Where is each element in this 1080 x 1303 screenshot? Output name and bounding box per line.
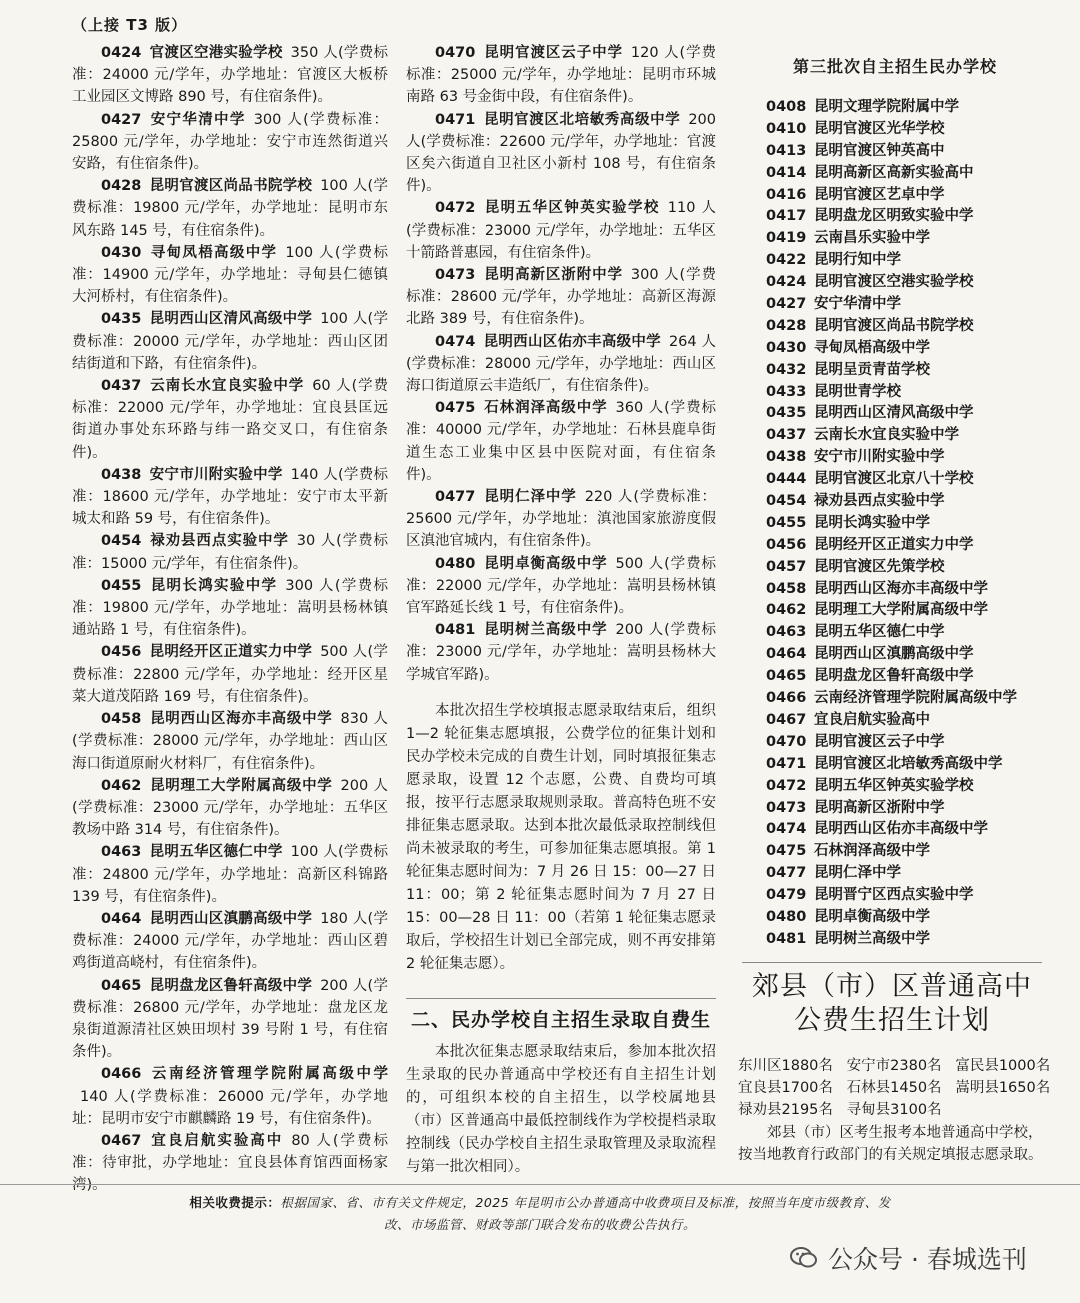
school-name: 昆明仁泽中学 [814, 865, 901, 882]
school-name: 昆明盘龙区明致实验中学 [814, 208, 974, 225]
school-entry [72, 109, 388, 176]
entry-code: 0463 [101, 844, 142, 861]
school-code: 0456 [766, 536, 807, 553]
school-list-item [766, 491, 1054, 513]
entry-code: 0475 [435, 400, 476, 417]
entry-quota: 360 人 [615, 400, 665, 417]
school-list-item [766, 819, 1054, 841]
entry-name: 昆明西山区滇鹏高级中学 [149, 910, 313, 927]
entry-code: 0473 [435, 267, 476, 284]
school-entry [406, 42, 716, 109]
entry-code: 0428 [101, 178, 142, 195]
school-list-item [766, 163, 1054, 185]
school-list-item [766, 513, 1054, 535]
entry-detail: (学费标准：28600 元/学年，办学地址：高新区海源北路 389 号，有住宿条件)。 [406, 267, 716, 328]
entry-detail: (学费标准：22600 元/学年，办学地址：官渡区矣六街道自卫社区小新村 108 号，有住宿条件)。 [406, 133, 717, 195]
entry-detail: (学费标准：19800 元/学年，办学地址：昆明市东风东路 145 号，有住宿条件)。 [72, 178, 388, 239]
entry-code: 0474 [435, 333, 476, 350]
entry-quota: 110 人 [667, 200, 716, 217]
entry-code: 0470 [435, 45, 476, 61]
school-code: 0474 [766, 821, 807, 838]
county-quota: 寻甸县3100名 [846, 1102, 942, 1118]
entry-quota: 220 人 [584, 489, 634, 506]
school-name: 昆明官渡区云子中学 [814, 733, 945, 750]
entry-detail: (学费标准：14900 元/学年，办学地址：寻甸县仁德镇大河桥村，有住宿条件)。 [72, 244, 388, 306]
entry-detail: (学费标准：22000 元/学年，办学地址：宜良县匡远街道办事处东环路与纬一路交叉口，有住宿条件)。 [72, 378, 389, 461]
school-name: 昆明官渡区北京八十学校 [814, 471, 974, 488]
county-quota-grid [738, 1055, 1054, 1121]
school-entry [72, 175, 388, 242]
school-name: 昆明五华区钟英实验学校 [814, 777, 974, 794]
school-name: 昆明行知中学 [814, 252, 901, 269]
school-name: 昆明呈贡青苗学校 [814, 361, 930, 378]
school-list-item [766, 360, 1054, 382]
school-list-item [766, 141, 1054, 163]
entry-name: 昆明高新区浙附中学 [483, 267, 623, 284]
public-plan-title-line1: 郊县（市）区普通高中 [752, 971, 1032, 1002]
entry-name: 昆明官渡区云子中学 [483, 45, 623, 61]
school-name: 昆明官渡区钟英高中 [814, 142, 945, 159]
entry-detail: (学费标准：23000 元/学年，办学地址：嵩明县杨林大学城官军路)。 [406, 622, 716, 683]
school-name: 昆明长鸿实验中学 [814, 514, 930, 531]
school-code: 0465 [766, 668, 807, 685]
entry-code: 0427 [101, 111, 142, 128]
school-code: 0470 [766, 733, 807, 750]
school-name: 昆明盘龙区鲁轩高级中学 [814, 668, 974, 685]
entry-quota: 30 人 [296, 533, 337, 550]
school-entry [72, 841, 388, 908]
county-quota: 嵩明县1650名 [955, 1080, 1051, 1096]
school-entry [406, 331, 716, 398]
entry-name: 昆明西山区海亦丰高级中学 [149, 711, 333, 728]
school-entry [72, 530, 388, 574]
entry-name: 寻甸凤梧高级中学 [149, 244, 278, 261]
school-code: 0435 [766, 405, 807, 422]
school-list-item [766, 294, 1054, 316]
entry-detail: (学费标准：22000 元/学年，办学地址：嵩明县杨林镇官军路延长线 1 号，有住宿条件)。 [406, 555, 716, 617]
school-entry [72, 242, 388, 309]
entry-code: 0424 [101, 45, 142, 61]
entry-code: 0437 [101, 378, 142, 395]
school-code: 0477 [766, 865, 807, 882]
school-code: 0463 [766, 624, 807, 641]
school-list-item [766, 929, 1054, 951]
school-name: 寻甸凤梧高级中学 [814, 339, 930, 356]
school-entry [72, 775, 388, 842]
school-code: 0430 [766, 339, 807, 356]
entry-detail: (学费标准：25000 元/学年，办学地址：昆明市环城南路 63 号金街中段，有住宿条件)。 [406, 45, 716, 106]
school-name: 云南昌乐实验中学 [814, 230, 930, 247]
school-name: 昆明官渡区尚品书院学校 [814, 317, 974, 334]
school-name: 昆明晋宁区西点实验中学 [814, 887, 974, 904]
school-code: 0455 [766, 514, 807, 531]
entry-code: 0462 [101, 777, 142, 794]
school-code: 0466 [766, 690, 807, 707]
entry-detail: (学费标准：19800 元/学年，办学地址：嵩明县杨林镇通站路 1 号，有住宿条件)。 [72, 577, 388, 639]
public-plan-note: 郊县（市）区考生报考本地普通高中学校，按当地教育行政部门的有关规定填报志愿录取。 [738, 1125, 1043, 1163]
school-name: 安宁市川附实验中学 [814, 449, 945, 466]
school-entry [406, 109, 716, 198]
entry-name: 安宁市川附实验中学 [149, 466, 283, 483]
entry-name: 昆明卓衡高级中学 [483, 555, 608, 572]
school-code: 0424 [766, 274, 807, 291]
entry-name: 昆明仁泽中学 [483, 489, 577, 506]
entry-code: 0458 [101, 711, 142, 728]
entry-detail: (学费标准：15000 元/学年，有住宿条件)。 [72, 533, 388, 572]
school-entry [406, 197, 716, 264]
entry-code: 0471 [435, 111, 476, 128]
entry-name: 昆明长鸿实验中学 [149, 577, 278, 594]
entry-name: 禄劝县西点实验中学 [149, 533, 289, 550]
school-list-item [766, 469, 1054, 491]
entry-quota: 120 人 [630, 45, 680, 61]
entry-detail: (学费标准：24800 元/学年，办学地址：高新区科锦路 139 号，有住宿条件)。 [72, 844, 388, 905]
school-list-item [766, 710, 1054, 732]
school-code: 0427 [766, 296, 807, 313]
school-list-item [766, 688, 1054, 710]
entry-quota: 100 人 [285, 244, 335, 261]
entry-name: 昆明五华区钟英实验学校 [483, 200, 660, 217]
school-code: 0454 [766, 493, 807, 510]
school-list-item [766, 557, 1054, 579]
entry-name: 宜良启航实验高中 [149, 1132, 284, 1149]
entry-quota: 830 人 [340, 711, 388, 728]
school-list-item [766, 185, 1054, 207]
school-entry [406, 619, 716, 686]
entry-name: 官渡区空港实验学校 [149, 45, 283, 61]
school-list-item [766, 447, 1054, 469]
entry-code: 0472 [435, 200, 476, 217]
school-code: 0433 [766, 383, 807, 400]
school-list-item [766, 316, 1054, 338]
entry-code: 0477 [435, 489, 476, 506]
school-list-item [766, 666, 1054, 688]
school-code: 0473 [766, 799, 807, 816]
school-list-item [766, 798, 1054, 820]
entry-detail: (学费标准：23000 元/学年，办学地址：五华区十箭路普惠园，有住宿条件)。 [406, 222, 716, 261]
school-list-item [766, 732, 1054, 754]
wechat-watermark [790, 1240, 1027, 1276]
school-code: 0413 [766, 142, 807, 159]
school-list-item [766, 206, 1054, 228]
entry-quota: 60 人 [312, 378, 352, 395]
middle-column [406, 42, 716, 1179]
entry-detail: (学费标准：20000 元/学年，办学地址：西山区团结街道和下路，有住宿条件)。 [72, 311, 388, 372]
fee-notice [180, 1192, 900, 1236]
entry-quota: 200 人 [615, 622, 665, 639]
school-entry [72, 1063, 388, 1130]
school-code: 0408 [766, 99, 807, 115]
school-name: 昆明官渡区空港实验学校 [814, 274, 974, 291]
school-name: 昆明世青学校 [814, 383, 901, 400]
left-entry-list [72, 42, 388, 1197]
school-code: 0457 [766, 558, 807, 575]
school-name: 昆明西山区滇鹏高级中学 [814, 646, 974, 663]
wechat-logo-icon [790, 1246, 818, 1270]
school-list-item [766, 425, 1054, 447]
school-entry [72, 375, 388, 464]
entry-quota: 350 人 [290, 45, 338, 61]
entry-quota: 100 人 [320, 178, 368, 195]
entry-quota: 140 人 [290, 466, 338, 483]
entry-detail: (学费标准：23000 元/学年，办学地址：五华区教场中路 314 号，有住宿条件)。 [72, 799, 388, 839]
public-plan-title-line2: 公费生招生计划 [794, 1005, 990, 1036]
school-name: 昆明官渡区艺卓中学 [814, 186, 945, 203]
public-plan-title [742, 970, 1042, 1038]
school-code: 0414 [766, 164, 807, 181]
entry-name: 昆明官渡区北培敏秀高级中学 [483, 111, 681, 128]
school-list-item [766, 754, 1054, 776]
school-list-item [766, 863, 1054, 885]
school-code: 0481 [766, 930, 807, 947]
entry-quota: 100 人 [320, 311, 368, 328]
entry-detail: (学费标准：待审批，办学地址：宜良县体育馆西面杨家湾)。 [72, 1132, 388, 1194]
entry-name: 昆明经开区正道实力中学 [149, 644, 313, 661]
school-list-item [766, 338, 1054, 360]
entry-name: 昆明盘龙区鲁轩高级中学 [149, 977, 313, 994]
school-code: 0467 [766, 711, 807, 728]
school-name: 禄劝县西点实验中学 [814, 493, 945, 510]
school-entry [72, 908, 388, 975]
school-list-item [766, 403, 1054, 425]
school-entry [406, 397, 716, 486]
entry-code: 0435 [101, 311, 142, 328]
entry-code: 0430 [101, 244, 142, 261]
entry-name: 昆明西山区清风高级中学 [149, 311, 313, 328]
entry-code: 0481 [435, 622, 476, 639]
county-quota: 富民县1000名 [955, 1058, 1051, 1074]
entry-detail: (学费标准：28000 元/学年，办学地址：西山区海口街道原耐火材料厂，有住宿条件)。 [72, 733, 388, 772]
school-code: 0417 [766, 208, 807, 225]
school-name: 昆明官渡区北培敏秀高级中学 [814, 755, 1003, 772]
school-list-item [766, 622, 1054, 644]
entry-code: 0465 [101, 977, 142, 994]
school-entry [406, 486, 716, 553]
school-name: 云南经济管理学院附属高级中学 [814, 690, 1017, 707]
entry-quota: 180 人 [320, 910, 368, 927]
school-list-item [766, 250, 1054, 272]
school-entry [72, 1130, 388, 1197]
entry-code: 0456 [101, 644, 142, 661]
entry-detail: (学费标准：22800 元/学年，办学地址：经开区星菜大道茂陌路 169 号，有住宿条件)。 [72, 644, 388, 705]
school-list-item [766, 382, 1054, 404]
entry-detail: (学费标准：24000 元/学年，办学地址：西山区碧鸡街道高峣村，有住宿条件)。 [72, 910, 388, 972]
school-code: 0444 [766, 471, 807, 488]
entry-code: 0438 [101, 466, 142, 483]
school-list-item [766, 907, 1054, 929]
school-list-item [766, 535, 1054, 557]
entry-quota: 300 人 [253, 111, 304, 128]
school-list-item [766, 644, 1054, 666]
school-code: 0472 [766, 777, 807, 794]
entry-quota: 200 人 [406, 111, 716, 150]
entry-name: 云南经济管理学院附属高级中学 [149, 1066, 388, 1083]
school-name: 昆明高新区浙附中学 [814, 799, 945, 816]
school-code: 0416 [766, 186, 807, 203]
school-name: 昆明高新区高新实验高中 [814, 164, 974, 181]
entry-code: 0467 [101, 1132, 142, 1149]
entry-name: 昆明五华区德仁中学 [149, 844, 283, 861]
watermark-text: 公众号 · 春城选刊 [828, 1245, 1027, 1274]
continued-from-header: （上接 T3 版） [72, 16, 188, 34]
entry-quota: 100 人 [290, 844, 338, 861]
entry-quota: 500 人 [320, 644, 368, 661]
entry-detail: (学费标准：26000 元/学年，办学地址：昆明市安宁市麒麟路 19 号，有住宿条件)。 [72, 1088, 388, 1127]
school-name: 昆明西山区海亦丰高级中学 [814, 580, 988, 597]
school-entry [72, 641, 388, 708]
school-name: 昆明官渡区先策学校 [814, 558, 945, 575]
school-list-item [766, 272, 1054, 294]
entry-name: 昆明理工大学附属高级中学 [149, 777, 333, 794]
entry-name: 昆明西山区佑亦丰高级中学 [483, 333, 661, 350]
county-quota: 东川区1880名 [738, 1058, 833, 1074]
entry-quota: 300 人 [630, 267, 680, 284]
school-entry [72, 975, 388, 1064]
county-quota: 禄劝县2195名 [738, 1102, 833, 1118]
school-name: 安宁华清中学 [814, 296, 901, 313]
fee-notice-label: 相关收费提示： [189, 1195, 281, 1210]
school-name: 昆明西山区清风高级中学 [814, 405, 974, 422]
entry-quota: 200 人 [320, 977, 368, 994]
school-list-item [766, 97, 1054, 119]
school-name: 昆明经开区正道实力中学 [814, 536, 974, 553]
section2-title: 二、民办学校自主招生录取自费生 [406, 998, 716, 1031]
school-name: 宜良启航实验高中 [814, 711, 930, 728]
school-code: 0410 [766, 120, 807, 137]
entry-quota: 300 人 [285, 577, 335, 594]
entry-quota: 500 人 [615, 555, 665, 572]
school-list-item [766, 885, 1054, 907]
entry-detail: (学费标准：40000 元/学年，办学地址：石林县鹿阜街道生态工业集中区县中医院对面，有住宿条件)。 [406, 400, 716, 483]
entry-quota: 264 人 [668, 333, 716, 350]
entry-name: 安宁华清中学 [149, 111, 246, 128]
section2-body: 本批次征集志愿录取结束后，参加本批次招生录取的民办普通高中学校还有自主招生计划的，可组织本校的自主招生，以学校属地县（市）区普通高中最低控制线作为学校提档录取控制线（民办学校自主招生录取管理及录取流程与第一批次相同）。 [406, 1044, 716, 1176]
school-name: 云南长水宜良实验中学 [814, 427, 959, 444]
school-entry [72, 708, 388, 775]
entry-code: 0480 [435, 555, 476, 572]
school-entry [406, 264, 716, 331]
school-list-item [766, 228, 1054, 250]
school-name: 昆明西山区佑亦丰高级中学 [814, 821, 988, 838]
school-name: 昆明五华区德仁中学 [814, 624, 945, 641]
school-code: 0422 [766, 252, 807, 269]
school-code: 0475 [766, 843, 807, 860]
entry-code: 0466 [101, 1066, 142, 1083]
school-list-item [766, 119, 1054, 141]
school-entry [72, 464, 388, 531]
entry-detail: (学费标准：25800 元/学年，办学地址：安宁市连然街道兴安路，有住宿条件)。 [72, 111, 388, 173]
school-entry [72, 42, 388, 109]
entry-detail: (学费标准：28000 元/学年，办学地址：西山区海口街道原云丰造纸厂，有住宿条件)。 [406, 355, 716, 395]
entry-code: 0455 [101, 577, 142, 594]
school-code: 0479 [766, 887, 807, 904]
school-name: 昆明树兰高级中学 [814, 930, 930, 947]
right-column [736, 54, 1054, 951]
entry-quota: 80 人 [291, 1132, 333, 1149]
school-code: 0432 [766, 361, 807, 378]
county-quota: 宜良县1700名 [738, 1080, 833, 1096]
school-list-item [766, 841, 1054, 863]
left-column [72, 42, 388, 1197]
entry-name: 云南长水宜良实验中学 [149, 378, 305, 395]
school-list-item [766, 776, 1054, 798]
school-entry [72, 308, 388, 375]
entry-detail: (学费标准：18600 元/学年，办学地址：安宁市太平新城太和路 59 号，有住宿条件)。 [72, 466, 388, 528]
right-divider [742, 962, 1042, 963]
school-list-item [766, 579, 1054, 601]
fee-notice-text: 根据国家、省、市有关文件规定，2025 年昆明市公办普通高中收费项目及标准，按照当年度市级教育、发改、市场监管、财政等部门联合发布的收费公告执行。 [280, 1195, 891, 1232]
school-entry [406, 553, 716, 620]
entry-detail: (学费标准：25600 元/学年，办学地址：滇池国家旅游度假区滇池官城内，有住宿条件)。 [406, 489, 716, 550]
school-code: 0438 [766, 449, 807, 466]
third-batch-school-list [736, 97, 1054, 951]
entry-code: 0464 [101, 910, 142, 927]
school-code: 0458 [766, 580, 807, 597]
entry-detail: (学费标准：26800 元/学年，办学地址：盘龙区龙泉街道源清社区姎田坝村 39 号附 1 号，有住宿条件)。 [72, 977, 388, 1061]
footer-rule [0, 1184, 1080, 1185]
school-name: 昆明卓衡高级中学 [814, 908, 930, 925]
school-name: 石林润泽高级中学 [814, 843, 930, 860]
entry-name: 石林润泽高级中学 [483, 400, 608, 417]
entry-name: 昆明官渡区尚品书院学校 [149, 178, 313, 195]
entry-quota: 200 人 [340, 777, 388, 794]
school-name: 昆明官渡区光华学校 [814, 120, 945, 137]
school-code: 0419 [766, 230, 807, 247]
entry-name: 昆明树兰高级中学 [483, 622, 608, 639]
school-code: 0480 [766, 908, 807, 925]
entry-quota: 140 人 [80, 1088, 131, 1105]
school-entry [72, 575, 388, 642]
county-quota: 安宁市2380名 [846, 1058, 942, 1074]
school-list-item [766, 600, 1054, 622]
county-quota: 石林县1450名 [846, 1080, 942, 1096]
school-name: 昆明文理学院附属中学 [814, 99, 959, 115]
supplement-paragraph: 本批次招生学校填报志愿录取结束后，组织 1—2 轮征集志愿填报，公费学位的征集计划和民办学校未完成的自费生计划，同时填报征集志愿录取，设置 12 个志愿，公费、自费均可填报，按平行志愿录取规则录取。普高特色班不安排征集志愿录取。达到本批次最低录取控制线但尚未被录取的考生，可参加征集志愿填报。第 1 轮征集志愿时间为：7 月 26 日 15：00—27 日 11：00；第 2 轮征集志愿时间为 7 月 27 日 15：00—28 日 11：00（若第 1 轮征集志愿录取后，学校招生计划已全部完成，则不再安排第 2 轮征集志愿）。 [406, 702, 716, 972]
school-code: 0464 [766, 646, 807, 663]
third-batch-title: 第三批次自主招生民办学校 [792, 57, 997, 76]
school-code: 0437 [766, 427, 807, 444]
school-code: 0428 [766, 317, 807, 334]
school-code: 0462 [766, 602, 807, 619]
school-name: 昆明理工大学附属高级中学 [814, 602, 988, 619]
entry-code: 0454 [101, 533, 142, 550]
entry-detail: (学费标准：24000 元/学年，办学地址：官渡区大板桥工业园区文博路 890 号，有住宿条件)。 [72, 45, 388, 106]
middle-entry-list [406, 42, 716, 686]
school-code: 0471 [766, 755, 807, 772]
